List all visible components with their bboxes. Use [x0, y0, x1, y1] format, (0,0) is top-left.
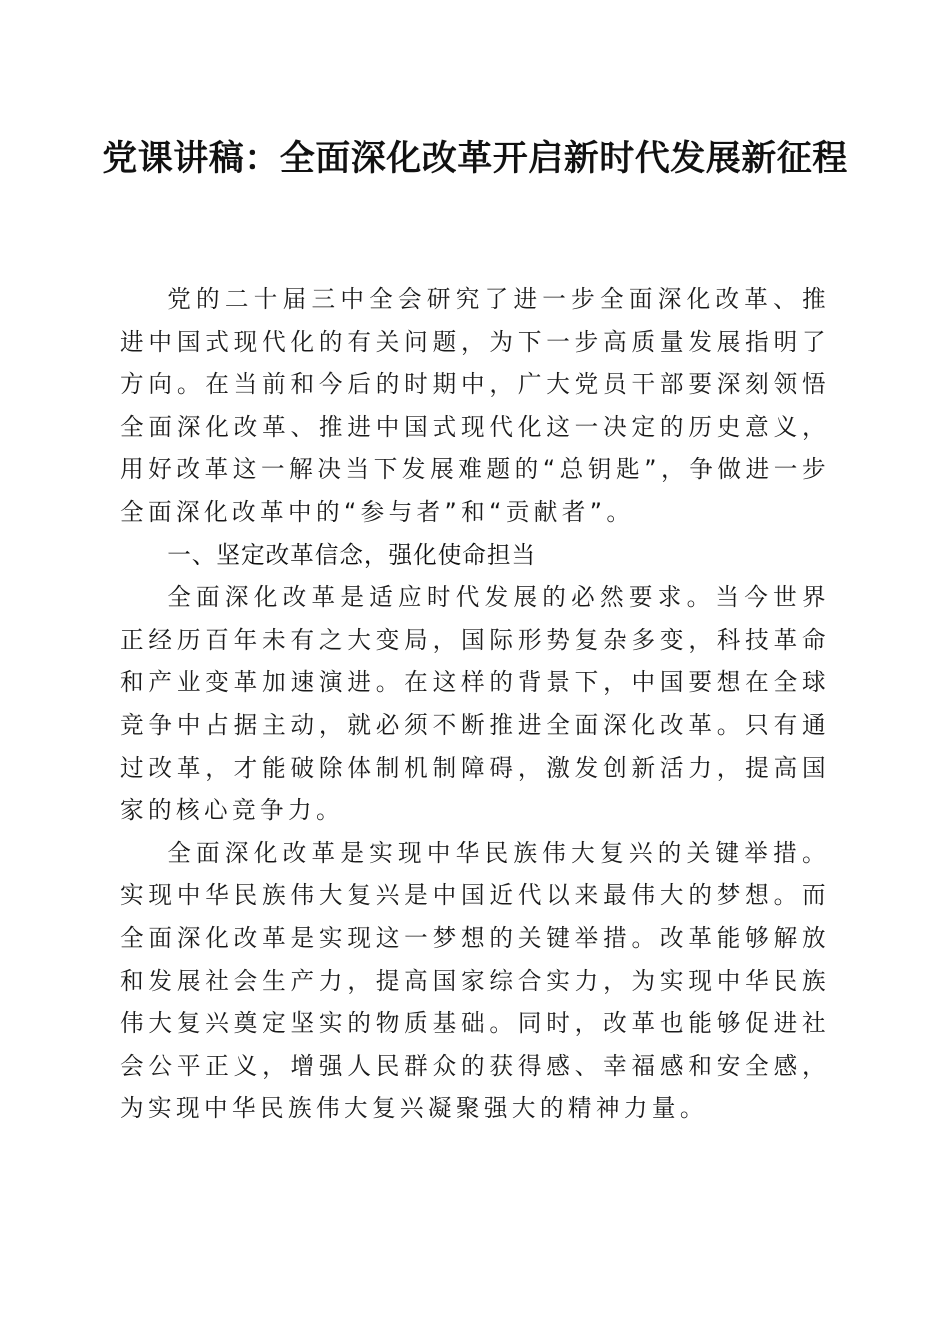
document-body	[120, 278, 830, 1130]
document-title: 党课讲稿：全面深化改革开启新时代发展新征程	[102, 138, 848, 179]
section-paragraph-2: 全面深化改革是实现中华民族伟大复兴的关键举措。实现中华民族伟大复兴是中国近代以来最伟大的梦想。而全面深化改革是实现这一梦想的关键举措。改革能够解放和发展社会生产力，提高国家综合实力，为实现中华民族伟大复兴奠定坚实的物质基础。同时，改革也能够促进社会公平正义，增强人民群众的获得感、幸福感和安全感，为实现中华民族伟大复兴凝聚强大的精神力量。	[120, 838, 830, 1123]
section-heading: 一、坚定改革信念，强化使命担当	[167, 540, 537, 569]
section-paragraph-1: 全面深化改革是适应时代发展的必然要求。当今世界正经历百年未有之大变局，国际形势复杂多变，科技革命和产业变革加速演进。在这样的背景下，中国要想在全球竞争中占据主动，就必须不断推进全面深化改革。只有通过改革，才能破除体制机制障碍，激发创新活力，提高国家的核心竞争力。	[120, 583, 830, 825]
intro-paragraph: 党的二十届三中全会研究了进一步全面深化改革、推进中国式现代化的有关问题，为下一步高质量发展指明了方向。在当前和今后的时期中，广大党员干部要深刻领悟全面深化改革、推进中国式现代化这一决定的历史意义，用好改革这一解决当下发展难题的“总钥匙”，争做进一步全面深化改革中的“参与者”和“贡献者”。	[120, 285, 830, 526]
